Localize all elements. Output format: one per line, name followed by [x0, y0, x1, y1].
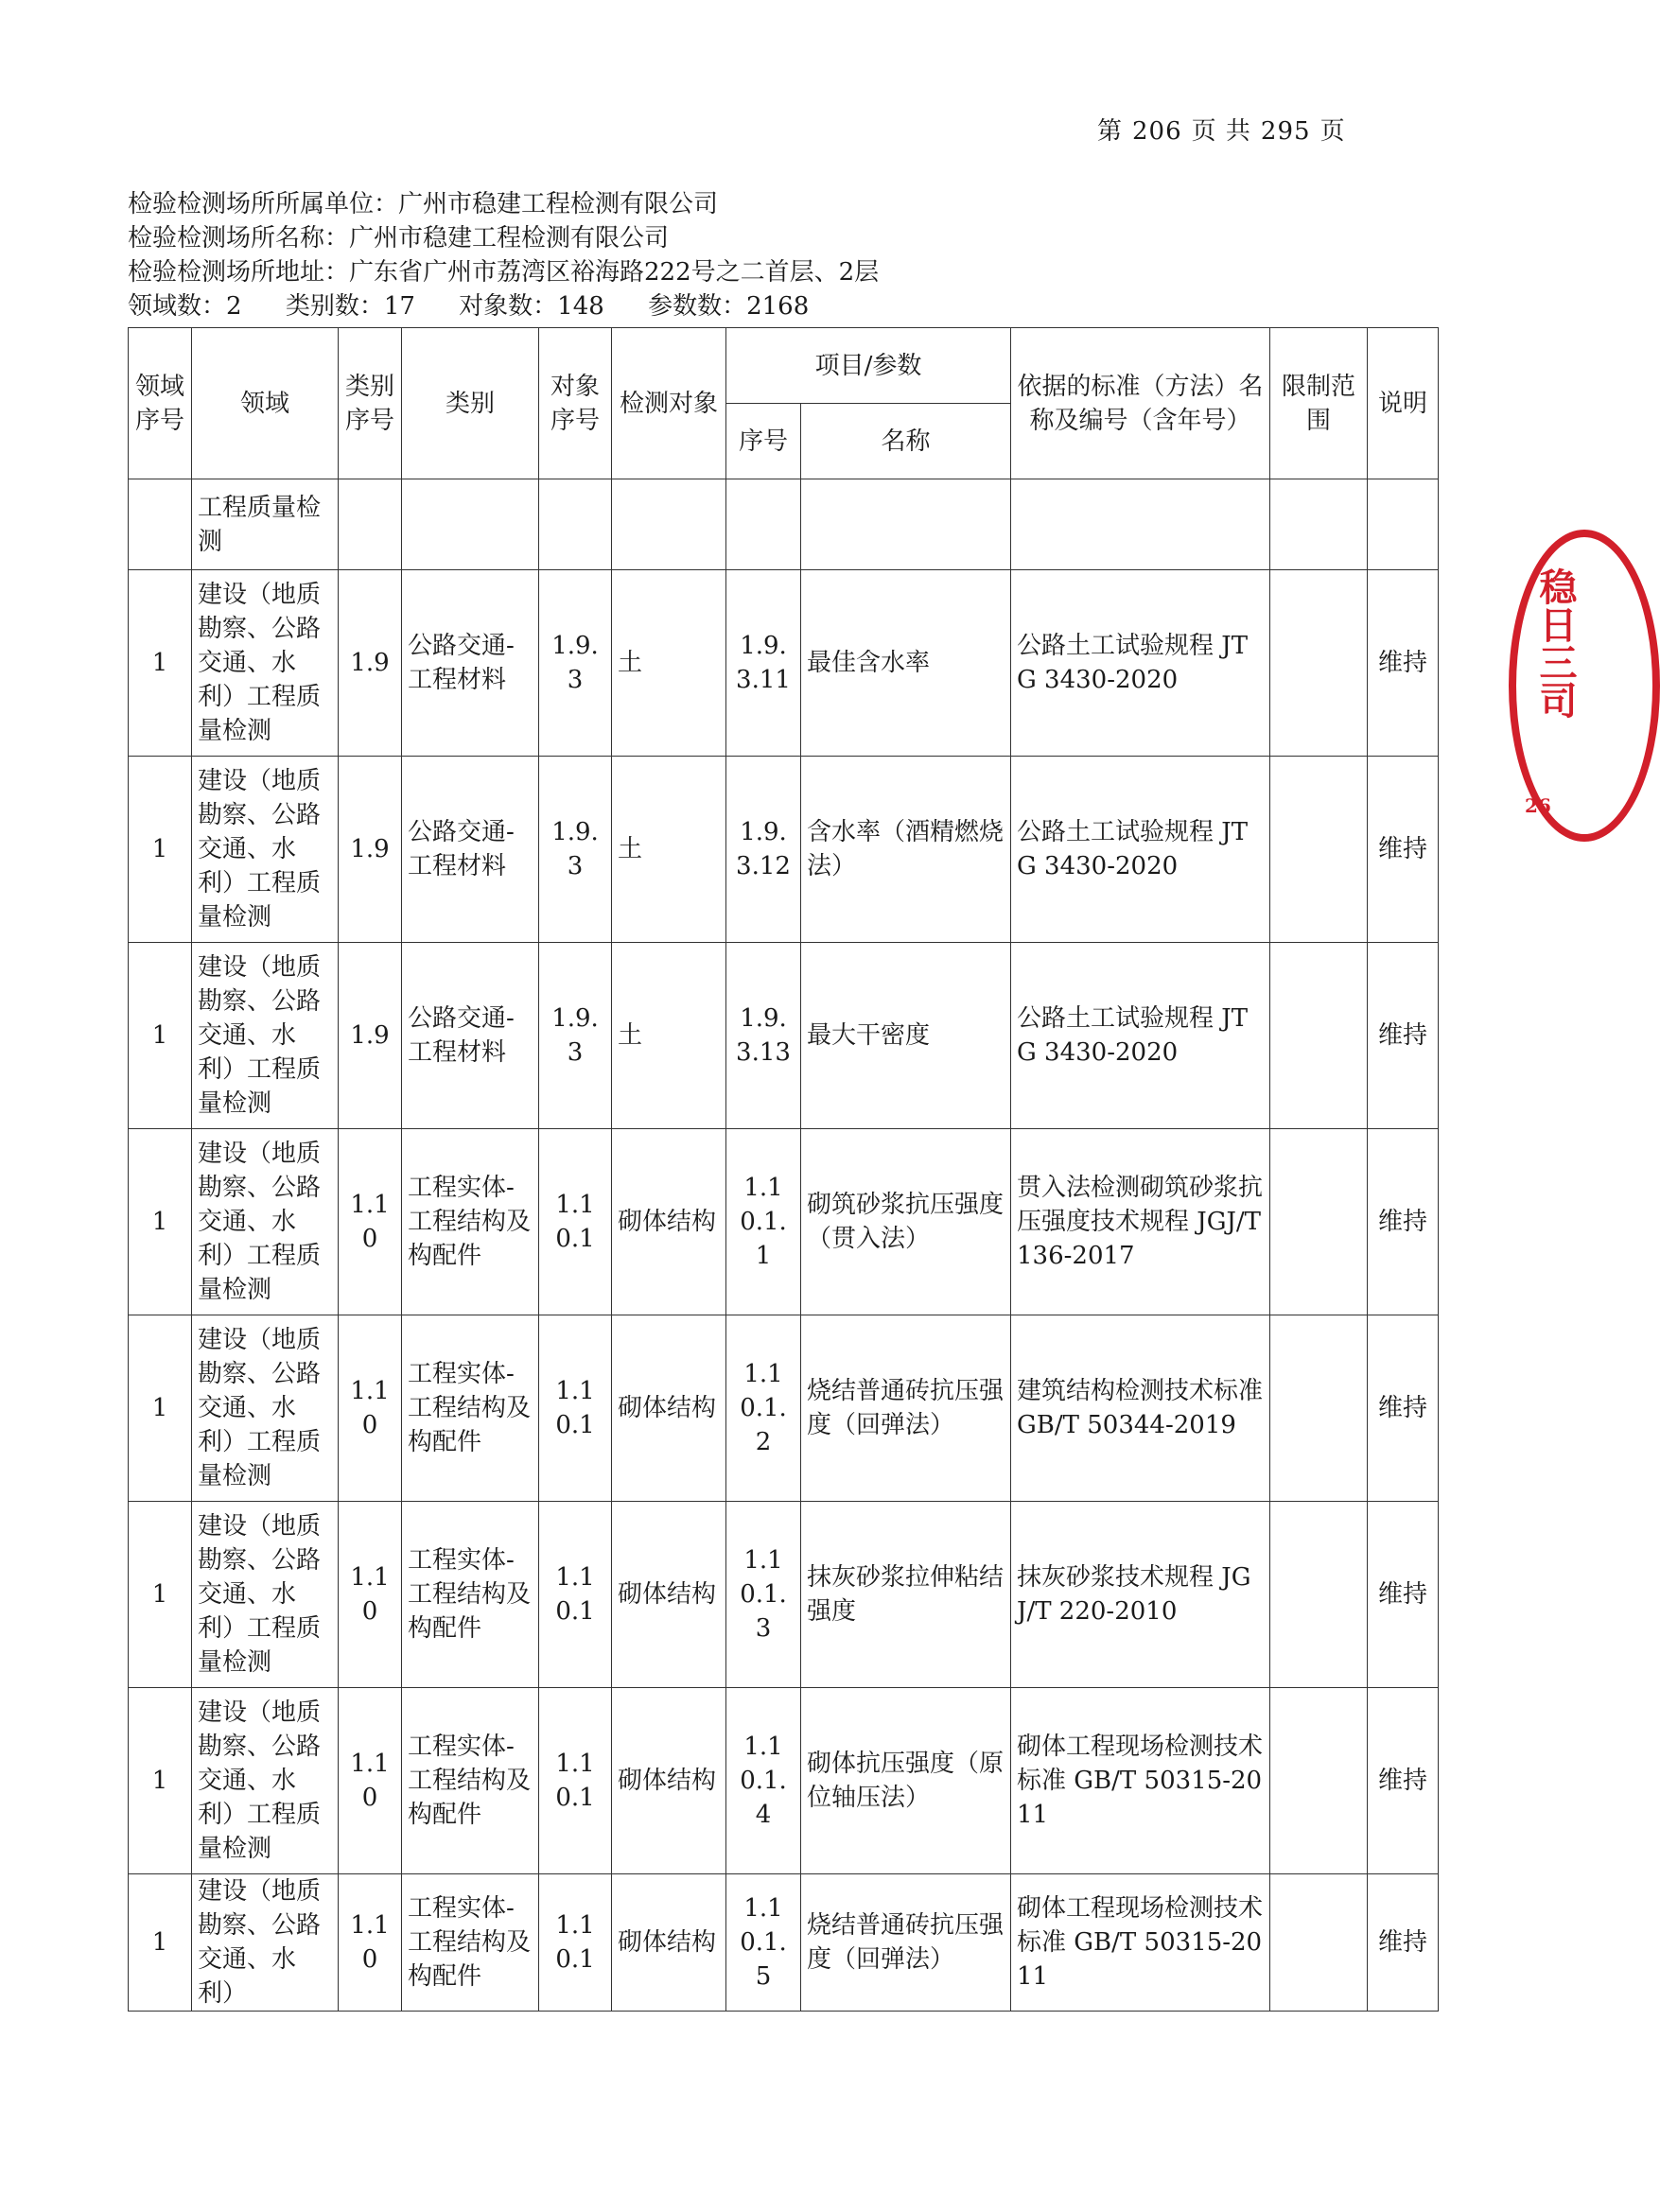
cell-category: 工程实体-工程结构及构配件 [402, 1129, 539, 1315]
cell-category: 公路交通-工程材料 [402, 570, 539, 757]
col-category-no: 类别序号 [339, 328, 402, 479]
cell-category-no: 1.10 [339, 1129, 402, 1315]
cell-empty [339, 479, 402, 570]
cell-domain: 建设（地质勘察、公路交通、水利）工程质量检测 [192, 1129, 339, 1315]
cell-limit [1270, 1129, 1368, 1315]
cell-note: 维持 [1368, 1874, 1439, 2012]
cell-object-no: 1.9.3 [539, 757, 612, 943]
cell-empty [539, 479, 612, 570]
cell-standard: 贯入法检测砌筑砂浆抗压强度技术规程 JGJ/T 136-2017 [1011, 1129, 1270, 1315]
cell-object: 土 [612, 757, 726, 943]
col-item-param: 项目/参数 [726, 328, 1011, 404]
cell-category-no: 1.9 [339, 570, 402, 757]
cell-empty [1368, 479, 1439, 570]
cell-category: 公路交通-工程材料 [402, 757, 539, 943]
cell-limit [1270, 570, 1368, 757]
cell-domain: 工程质量检测 [192, 479, 339, 570]
col-standard: 依据的标准（方法）名称及编号（含年号） [1011, 328, 1270, 479]
cell-note: 维持 [1368, 1315, 1439, 1502]
cell-note: 维持 [1368, 1129, 1439, 1315]
cell-param-name: 砌体抗压强度（原位轴压法） [801, 1688, 1011, 1874]
domain-count: 领域数：2 [128, 292, 242, 321]
cell-param-no: 1.10.1.5 [726, 1874, 801, 2012]
table-row-continuation [129, 479, 1439, 570]
cell-param-no: 1.9.3.13 [726, 943, 801, 1129]
cell-category-no: 1.10 [339, 1315, 402, 1502]
category-count: 类别数：17 [285, 292, 415, 321]
cell-standard: 抹灰砂浆技术规程 JGJ/T 220-2010 [1011, 1502, 1270, 1688]
cell-note: 维持 [1368, 1502, 1439, 1688]
col-note: 说明 [1368, 328, 1439, 479]
cell-domain-no: 1 [129, 1502, 192, 1688]
col-category: 类别 [402, 328, 539, 479]
cell-domain-no: 1 [129, 1874, 192, 2012]
cell-domain: 建设（地质勘察、公路交通、水利）工程质量检测 [192, 1688, 339, 1874]
cell-empty [402, 479, 539, 570]
table-row [129, 1315, 1439, 1502]
cell-object-no: 1.9.3 [539, 570, 612, 757]
cell-object: 砌体结构 [612, 1129, 726, 1315]
cell-category: 工程实体-工程结构及构配件 [402, 1315, 539, 1502]
table-row [129, 1129, 1439, 1315]
page-label-mid: 页 共 [1191, 117, 1251, 146]
cell-empty [1011, 479, 1270, 570]
cell-empty [612, 479, 726, 570]
col-limit: 限制范围 [1270, 328, 1368, 479]
cell-domain: 建设（地质勘察、公路交通、水利）工程质量检测 [192, 757, 339, 943]
cell-object: 土 [612, 943, 726, 1129]
document-header [128, 187, 879, 323]
col-param-no: 序号 [726, 404, 801, 479]
seal-text: 稳日三司 [1533, 567, 1578, 719]
cell-object: 砌体结构 [612, 1688, 726, 1874]
cell-standard: 公路土工试验规程 JTG 3430-2020 [1011, 943, 1270, 1129]
cell-empty [801, 479, 1011, 570]
page-current: 206 [1132, 117, 1182, 146]
cell-param-no: 1.10.1.4 [726, 1688, 801, 1874]
header-name: 检验检测场所名称：广州市稳建工程检测有限公司 [128, 224, 670, 253]
cell-empty [1270, 479, 1368, 570]
cell-limit [1270, 1502, 1368, 1688]
cell-domain-no: 1 [129, 1315, 192, 1502]
cell-limit [1270, 1315, 1368, 1502]
cell-standard: 公路土工试验规程 JTG 3430-2020 [1011, 570, 1270, 757]
cell-param-no: 1.9.3.11 [726, 570, 801, 757]
table-row [129, 757, 1439, 943]
cell-empty [129, 479, 192, 570]
cell-object-no: 1.9.3 [539, 943, 612, 1129]
cell-param-name: 砌筑砂浆抗压强度（贯入法） [801, 1129, 1011, 1315]
table-row [129, 1874, 1439, 2012]
header-counts [128, 289, 879, 323]
cell-object: 砌体结构 [612, 1502, 726, 1688]
col-domain: 领域 [192, 328, 339, 479]
cell-standard: 公路土工试验规程 JTG 3430-2020 [1011, 757, 1270, 943]
param-count: 参数数：2168 [648, 292, 810, 321]
cell-note: 维持 [1368, 1688, 1439, 1874]
cell-object: 砌体结构 [612, 1874, 726, 2012]
cell-domain: 建设（地质勘察、公路交通、水利）工程质量检测 [192, 570, 339, 757]
cell-limit [1270, 1874, 1368, 2012]
cell-param-name: 最大干密度 [801, 943, 1011, 1129]
cell-category-no: 1.10 [339, 1688, 402, 1874]
cell-limit [1270, 757, 1368, 943]
page-total: 295 [1260, 117, 1311, 146]
seal-number: 26 [1525, 794, 1551, 817]
object-count: 对象数：148 [459, 292, 604, 321]
cell-domain: 建设（地质勘察、公路交通、水利） [192, 1874, 339, 2012]
cell-category: 公路交通-工程材料 [402, 943, 539, 1129]
cell-note: 维持 [1368, 757, 1439, 943]
cell-category: 工程实体-工程结构及构配件 [402, 1688, 539, 1874]
cell-param-name: 烧结普通砖抗压强度（回弹法） [801, 1315, 1011, 1502]
cell-category-no: 1.10 [339, 1874, 402, 2012]
cell-domain-no: 1 [129, 757, 192, 943]
cell-object-no: 1.10.1 [539, 1502, 612, 1688]
cell-category-no: 1.10 [339, 1502, 402, 1688]
cell-object: 土 [612, 570, 726, 757]
cell-standard: 建筑结构检测技术标准 GB/T 50344-2019 [1011, 1315, 1270, 1502]
table-row [129, 570, 1439, 757]
cell-object-no: 1.10.1 [539, 1315, 612, 1502]
cell-object-no: 1.10.1 [539, 1129, 612, 1315]
cell-domain-no: 1 [129, 1129, 192, 1315]
page-number [1097, 112, 1355, 147]
cell-domain: 建设（地质勘察、公路交通、水利）工程质量检测 [192, 1315, 339, 1502]
cell-limit [1270, 1688, 1368, 1874]
header-address: 检验检测场所地址：广东省广州市荔湾区裕海路222号之二首层、2层 [128, 258, 880, 287]
cell-domain-no: 1 [129, 570, 192, 757]
cell-standard: 砌体工程现场检测技术标准 GB/T 50315-2011 [1011, 1688, 1270, 1874]
cell-empty [726, 479, 801, 570]
col-object: 检测对象 [612, 328, 726, 479]
cell-standard: 砌体工程现场检测技术标准 GB/T 50315-2011 [1011, 1874, 1270, 2012]
cell-domain-no: 1 [129, 1688, 192, 1874]
cell-param-no: 1.10.1.3 [726, 1502, 801, 1688]
cell-category: 工程实体-工程结构及构配件 [402, 1874, 539, 2012]
cell-domain-no: 1 [129, 943, 192, 1129]
page-label-pre: 第 [1097, 117, 1124, 146]
cell-param-name: 最佳含水率 [801, 570, 1011, 757]
table-row [129, 943, 1439, 1129]
cell-category: 工程实体-工程结构及构配件 [402, 1502, 539, 1688]
cell-param-no: 1.9.3.12 [726, 757, 801, 943]
cell-param-name: 烧结普通砖抗压强度（回弹法） [801, 1874, 1011, 2012]
cell-note: 维持 [1368, 570, 1439, 757]
cell-category-no: 1.9 [339, 757, 402, 943]
cell-category-no: 1.9 [339, 943, 402, 1129]
page-label-post: 页 [1319, 117, 1346, 146]
col-object-no: 对象序号 [539, 328, 612, 479]
cell-object-no: 1.10.1 [539, 1874, 612, 2012]
scope-table [128, 327, 1439, 2012]
col-param-name: 名称 [801, 404, 1011, 479]
cell-domain: 建设（地质勘察、公路交通、水利）工程质量检测 [192, 943, 339, 1129]
cell-object: 砌体结构 [612, 1315, 726, 1502]
cell-object-no: 1.10.1 [539, 1688, 612, 1874]
table-row [129, 1688, 1439, 1874]
cell-note: 维持 [1368, 943, 1439, 1129]
cell-param-name: 含水率（酒精燃烧法） [801, 757, 1011, 943]
table-row [129, 1502, 1439, 1688]
cell-param-no: 1.10.1.2 [726, 1315, 801, 1502]
table-header-row [129, 328, 1439, 404]
col-domain-no: 领域序号 [129, 328, 192, 479]
cell-param-name: 抹灰砂浆拉伸粘结强度 [801, 1502, 1011, 1688]
cell-domain: 建设（地质勘察、公路交通、水利）工程质量检测 [192, 1502, 339, 1688]
header-unit: 检验检测场所所属单位：广州市稳建工程检测有限公司 [128, 190, 719, 218]
cell-param-no: 1.10.1.1 [726, 1129, 801, 1315]
cell-limit [1270, 943, 1368, 1129]
